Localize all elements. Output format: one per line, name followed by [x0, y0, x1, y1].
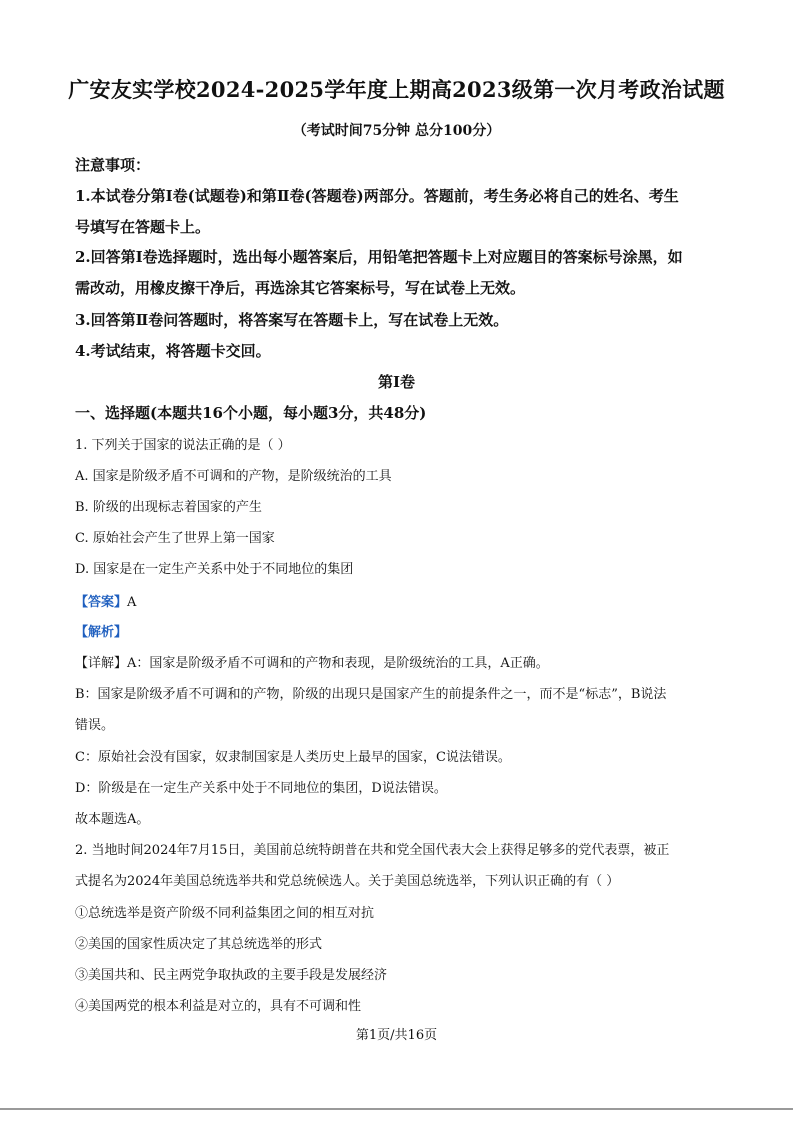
- page-number: 第1页/共16页: [355, 1028, 438, 1043]
- q1-option-c: C. 原始社会产生了世界上第一国家: [75, 531, 275, 546]
- q1-option-b: B. 阶级的出现标志着国家的产生: [75, 500, 262, 515]
- answer-tag: 【答案】: [75, 595, 128, 610]
- q2-item-4: ④美国两党的根本利益是对立的，具有不可调和性: [75, 999, 362, 1014]
- q1-option-a: A. 国家是阶级矛盾不可调和的产物，是阶级统治的工具: [75, 469, 392, 484]
- exam-title: 广安友实学校2024-2025学年度上期高2023级第一次月考政治试题: [68, 77, 725, 102]
- q1-answer: [75, 591, 136, 610]
- q2-item-2: ②美国的国家性质决定了其总统选举的形式: [75, 937, 323, 952]
- q1-conclusion: 故本题选A。: [75, 812, 150, 827]
- q1-option-d: D. 国家是在一定生产关系中处于不同地位的集团: [75, 562, 354, 577]
- q1-analysis: [75, 621, 127, 640]
- q2-item-3: ③美国共和、民主两党争取执政的主要手段是发展经济: [75, 968, 388, 983]
- bottom-divider: [0, 1108, 793, 1110]
- q2-item-1: ①总统选举是资产阶级不同利益集团之间的相互对抗: [75, 906, 375, 921]
- notice-heading: 注意事项：: [75, 156, 151, 174]
- volume-title: 第Ⅰ卷: [377, 373, 416, 391]
- q2-stem-line-2: 式提名为2024年美国总统选举共和党总统候选人。关于美国总统选举，下列认识正确的有（ ）: [75, 874, 620, 889]
- q1-detail-line-1: 【详解】A：国家是阶级矛盾不可调和的产物和表现，是阶级统治的工具，A正确。: [75, 656, 549, 671]
- q1-detail-line-4: C：原始社会没有国家，奴隶制国家是人类历史上最早的国家，C说法错误。: [75, 750, 511, 765]
- analysis-tag: 【解析】: [75, 625, 128, 640]
- notice-item-1-line-1: 1.本试卷分第Ⅰ卷(试题卷)和第Ⅱ卷(答题卷)两部分。答题前，考生务必将自己的姓名、考生: [75, 187, 679, 205]
- notice-item-2-line-2: 需改动，用橡皮擦干净后，再选涂其它答案标号，写在试卷上无效。: [75, 279, 526, 297]
- q1-stem: 1. 下列关于国家的说法正确的是（ ）: [75, 438, 291, 453]
- q1-detail-line-3: 错误。: [75, 718, 115, 733]
- exam-subtitle: （考试时间75分钟 总分100分）: [292, 123, 501, 139]
- notice-item-2-line-1: 2.回答第Ⅰ卷选择题时，选出每小题答案后，用铅笔把答题卡上对应题目的答案标号涂黑，如: [75, 248, 683, 266]
- q1-detail-line-2: B：国家是阶级矛盾不可调和的产物，阶级的出现只是国家产生的前提条件之一，而不是“标志”，B说法: [75, 687, 667, 702]
- notice-item-1-line-2: 号填写在答题卡上。: [75, 218, 211, 236]
- answer-value: A: [127, 595, 137, 610]
- q2-stem-line-1: 2. 当地时间2024年7月15日，美国前总统特朗普在共和党全国代表大会上获得足够多的党代表票，被正: [75, 843, 670, 858]
- notice-item-3: 3.回答第Ⅱ卷问答题时，将答案写在答题卡上，写在试卷上无效。: [75, 311, 509, 329]
- notice-item-4: 4.考试结束，将答题卡交回。: [75, 342, 271, 360]
- section-title: 一、选择题(本题共16个小题，每小题3分，共48分): [75, 404, 427, 422]
- q1-detail-line-5: D：阶级是在一定生产关系中处于不同地位的集团，D说法错误。: [75, 781, 447, 796]
